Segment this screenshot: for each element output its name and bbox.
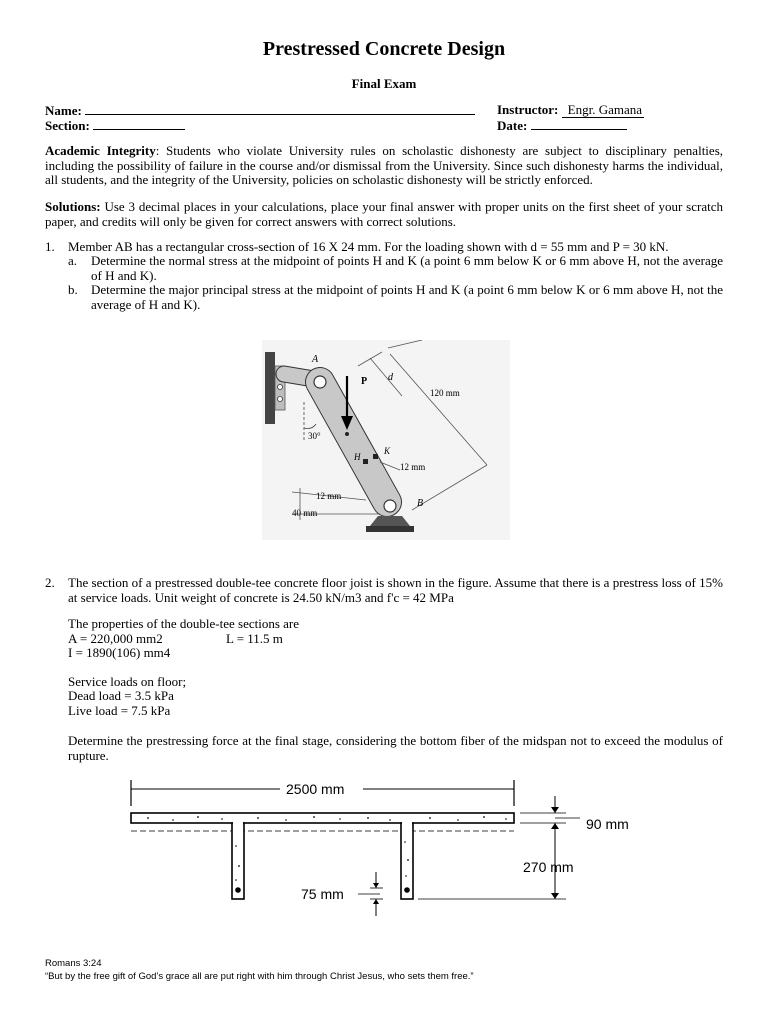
date-label: Date:: [497, 118, 528, 133]
solutions-text: Use 3 decimal places in your calculations, place your final answer with proper units on the first sheet of your scratch paper, and credits will only be given for correct answers with correct solutions.: [45, 199, 723, 229]
section-blank[interactable]: [93, 117, 185, 130]
name-label: Name:: [45, 103, 82, 118]
footer-verse: “But by the free gift of God’s grace all are put right with him through Christ Jesus, who sets them free.”: [45, 971, 474, 982]
q2-prop-area: A = 220,000 mm2: [68, 631, 163, 646]
q1-number: 1.: [45, 239, 55, 254]
dim-12mm-right: 12 mm: [400, 462, 426, 472]
page-title: Prestressed Concrete Design: [262, 38, 506, 60]
date-blank[interactable]: [531, 117, 627, 130]
base-support: [366, 526, 414, 532]
q1-text: Member AB has a rectangular cross-section of 16 X 24 mm. For the loading shown with d = 55 mm and P = 30 kN.: [68, 239, 669, 254]
pin-b: [384, 500, 396, 512]
name-blank[interactable]: [85, 102, 475, 115]
dim-depth-label: 270 mm: [523, 859, 574, 875]
q2-question: Determine the prestressing force at the final stage, considering the bottom fiber of the midspan not to exceed the modulus of rupture.: [68, 733, 723, 763]
integrity-label: Academic Integrity: [45, 143, 156, 158]
q2-dead-load: Dead load = 3.5 kPa: [68, 688, 174, 703]
label-b: B: [417, 498, 424, 509]
label-a: A: [312, 354, 319, 365]
solutions-paragraph: [45, 200, 723, 229]
instructor-field: [497, 102, 644, 118]
label-d: d: [388, 372, 393, 383]
wall-support: [265, 352, 275, 424]
label-p: P: [361, 376, 368, 387]
q1a-label: a.: [68, 253, 78, 268]
academic-integrity-paragraph: [45, 144, 723, 188]
label-h: H: [354, 452, 361, 462]
pin-a: [314, 376, 326, 388]
page-subtitle: Final Exam: [351, 76, 417, 91]
q1b-text: Determine the major principal stress at the midpoint of points H and K (a point 6 mm below K or 6 mm above H, not the average of H and K).: [91, 282, 723, 312]
date-field[interactable]: [497, 117, 627, 134]
q2-loads-title: Service loads on floor;: [68, 674, 187, 689]
dim-web-label: 75 mm: [301, 886, 344, 902]
integrity-text: : Students who violate University rules on scholastic dishonesty are subject to disciplinary penalties, including the possibility of failure in the course and/or dismissal from the University. Since such dishonesty harms the individual, all students, and the integrity of the University, policies on scholastic dishonesty will be strictly enforced.: [45, 143, 723, 187]
double-tee-figure: [118, 776, 650, 922]
q2-live-load: Live load = 7.5 kPa: [68, 703, 171, 718]
q2-prop-inertia: I = 1890(106) mm4: [68, 645, 171, 660]
member-ab-figure: [262, 340, 510, 540]
section-field[interactable]: [45, 117, 185, 134]
dim-flange-label: 90 mm: [586, 816, 629, 832]
q2-prop-length: L = 11.5 m: [226, 631, 283, 646]
q2-props-title: The properties of the double-tee sections are: [68, 616, 300, 631]
tendon-right: [404, 887, 410, 893]
label-angle: 30°: [308, 431, 321, 441]
section-label: Section:: [45, 118, 90, 133]
q2-text: The section of a prestressed double-tee concrete floor joist is shown in the figure. Assume that there is a prestress loss of 15% at service loads. Unit weight of concrete is 24.50 kN/m3 and f'c = 42 MPa: [68, 575, 723, 605]
tendon-left: [235, 887, 241, 893]
tee-flange: [131, 813, 514, 823]
dim-width-label: 2500 mm: [286, 781, 345, 797]
dim-120mm: 120 mm: [430, 388, 460, 398]
q2-number: 2.: [45, 575, 55, 590]
q1b-label: b.: [68, 282, 78, 297]
point-h-marker: [363, 459, 368, 464]
dim-40mm: 40 mm: [292, 508, 318, 518]
label-k: K: [384, 446, 391, 456]
dim-12mm-left: 12 mm: [316, 491, 342, 501]
point-k-marker: [373, 454, 378, 459]
q1a-text: Determine the normal stress at the midpoint of points H and K (a point 6 mm below K or 6 mm above H, not the average of H and K).: [91, 253, 723, 283]
footer-reference: Romans 3:24: [45, 958, 102, 969]
instructor-value: Engr. Gamana: [562, 102, 644, 118]
solutions-label: Solutions:: [45, 199, 101, 214]
instructor-label: Instructor:: [497, 102, 559, 117]
